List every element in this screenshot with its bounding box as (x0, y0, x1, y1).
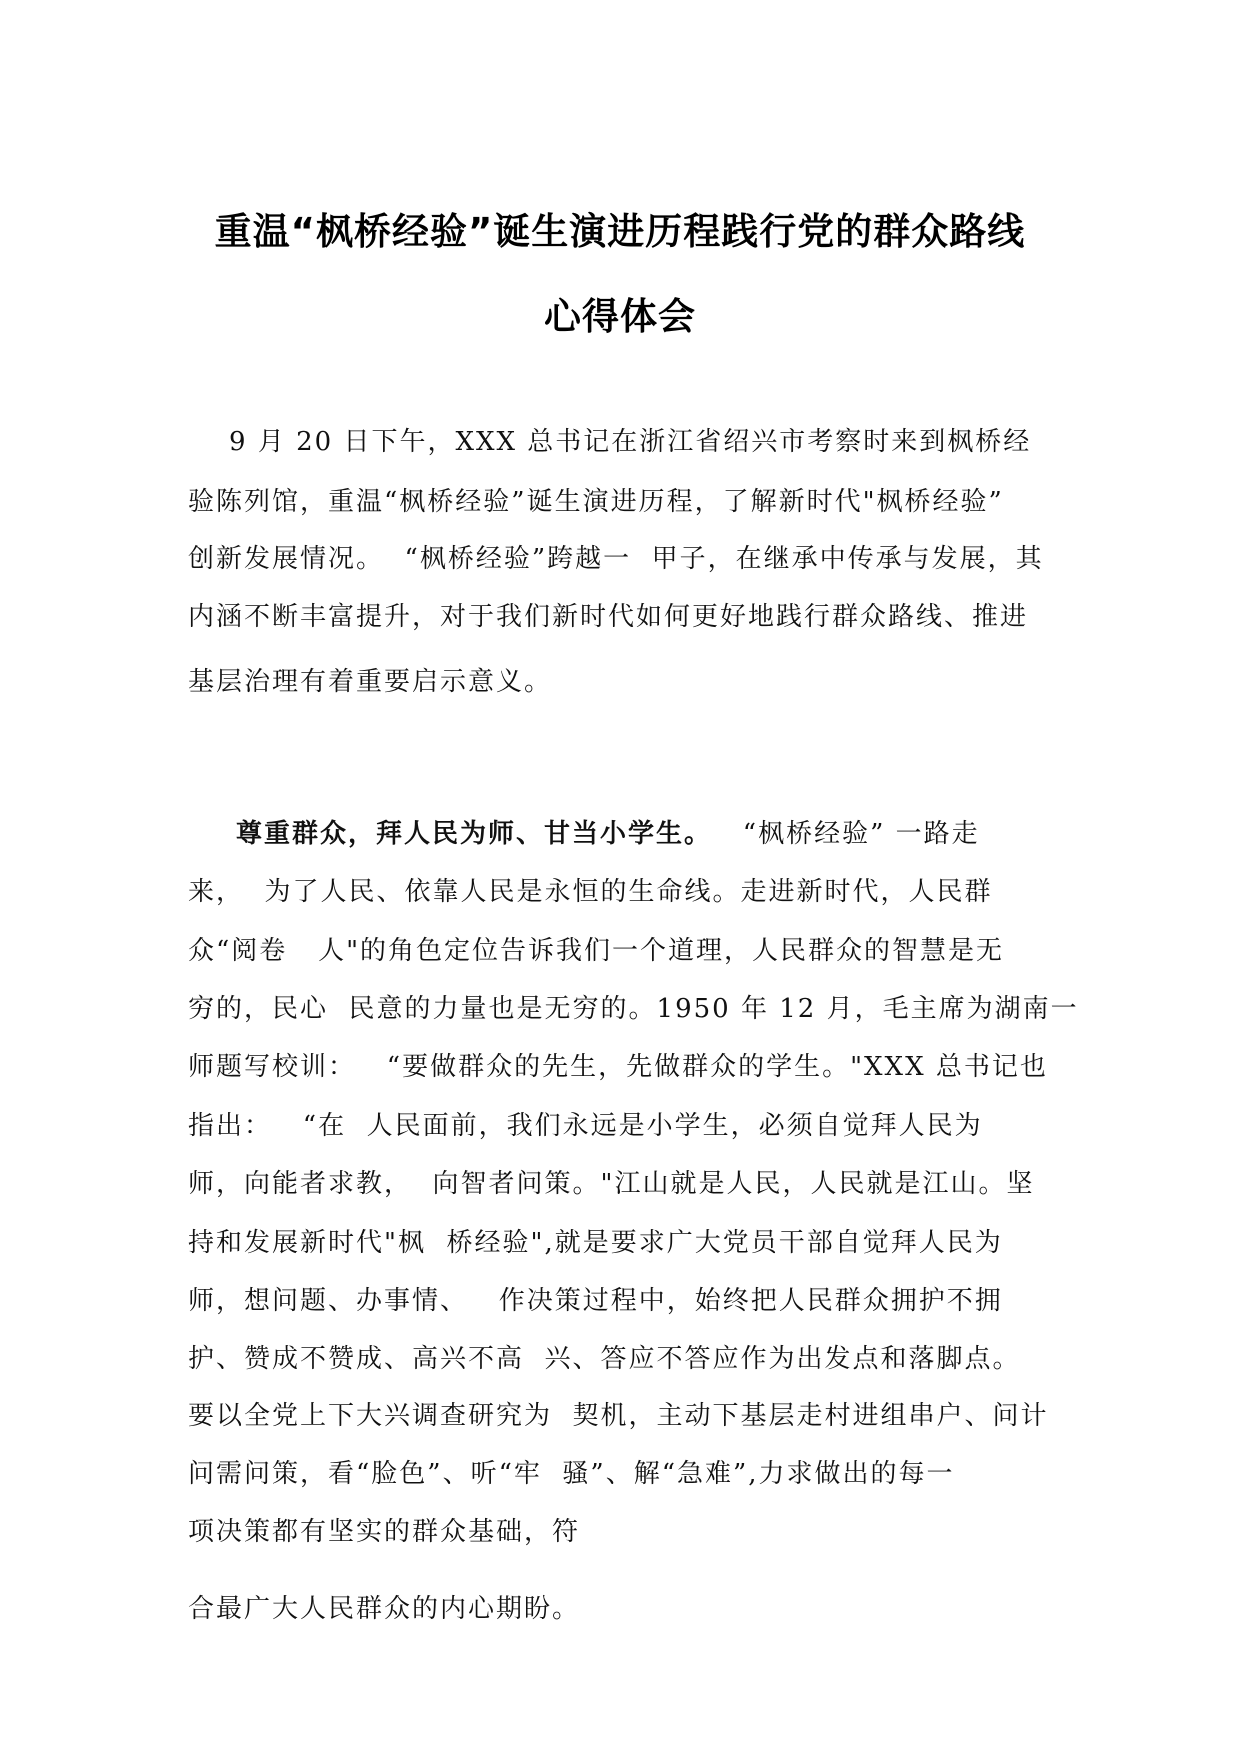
paragraph-2-lead-text: “枫桥经验” 一路走 (712, 819, 980, 849)
paragraph-1-line: 9 月 20 日下午，XXX 总书记在浙江省绍兴市考察时来到枫桥经 (188, 427, 1032, 457)
paragraph-1-line: 验陈列馆，重温“枫桥经验”诞生演进历程，了解新时代"枫桥经验” (188, 487, 1004, 517)
paragraph-1-line: 创新发展情况。 “枫桥经验”跨越一 甲子，在继承中传承与发展，其 (188, 544, 1044, 574)
paragraph-2-line: 来， 为了人民、依靠人民是永恒的生命线。走进新时代，人民群 (188, 877, 993, 907)
document-title-line-2: 心得体会 (544, 295, 696, 338)
paragraph-2-first-line (236, 818, 980, 850)
paragraph-2-line: 护、赞成不赞成、高兴不高 兴、答应不答应作为出发点和落脚点。 (188, 1344, 1021, 1374)
paragraph-1-line: 内涵不断丰富提升，对于我们新时代如何更好地践行群众路线、推进 (188, 602, 1029, 632)
paragraph-2-line: 持和发展新时代"枫 桥经验",就是要求广大党员干部自觉拜人民为 (188, 1228, 1003, 1258)
paragraph-2-line: 众“阅卷 人"的角色定位告诉我们一个道理，人民群众的智慧是无 (188, 936, 1005, 966)
paragraph-2-line: 问需问策，看“脸色”、听“牢 骚”、解“急难”,力求做出的每一 (188, 1459, 955, 1489)
paragraph-2-line: 师，想问题、办事情、 作决策过程中，始终把人民群众拥护不拥 (188, 1286, 1003, 1316)
document-title-line-1: 重温“枫桥经验”诞生演进历程践行党的群众路线 (214, 210, 1026, 253)
paragraph-2-heading: 尊重群众，拜人民为师、甘当小学生。 (236, 819, 713, 849)
paragraph-2-line: 穷的，民心 民意的力量也是无穷的。1950 年 12 月，毛主席为湖南一 (188, 994, 1079, 1024)
paragraph-1-line: 基层治理有着重要启示意义。 (188, 667, 553, 697)
paragraph-2-line: 指出： “在 人民面前，我们永远是小学生，必须自觉拜人民为 (188, 1111, 983, 1141)
paragraph-2-line: 合最广大人民群众的内心期盼。 (188, 1594, 581, 1624)
paragraph-2-line: 师，向能者求教， 向智者问策。"江山就是人民，人民就是江山。坚 (188, 1169, 1035, 1199)
paragraph-2-line: 师题写校训： “要做群众的先生，先做群众的学生。"XXX 总书记也 (188, 1052, 1048, 1082)
paragraph-2-line: 要以全党上下大兴调查研究为 契机，主动下基层走村进组串户、问计 (188, 1401, 1049, 1431)
paragraph-2-line: 项决策都有坚实的群众基础，符 (188, 1517, 581, 1547)
